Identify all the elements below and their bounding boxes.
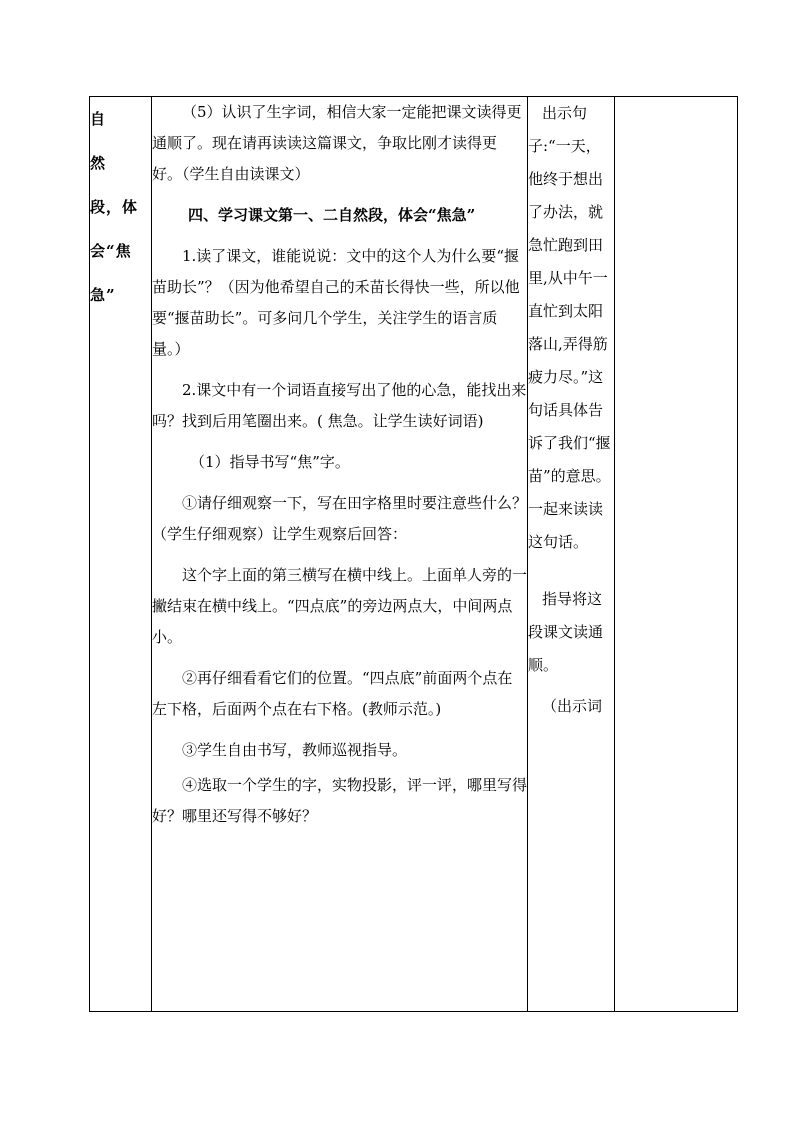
step-four-paragraph: ④选取一个学生的字，实物投影，评一评，哪里写得好？哪里还写得不够好？	[152, 776, 528, 825]
paragraph-read-text: （5）认识了生字词，相信大家一定能把课文读得更通顺了。现在请再读读这篇课文，争取比刚才读得更好。（学生自由读课文）	[152, 103, 522, 183]
note-show-sentence: 出示句子:“一天，他终于想出了办法，就急忙跑到田里,从中午一直忙到太阳落山,弄得筋疲力尽。”这句话具体告诉了我们“揠苗”的意思。一起来读读这句话。	[528, 104, 611, 551]
section-four-title: 四、学习课文第一、二自然段，体会“焦急”	[188, 206, 476, 224]
step-one-paragraph: ①请仔细观察一下，写在田字格里时要注意些什么？（学生仔细观察）让学生观察后回答：	[152, 494, 528, 543]
writing-guide-title: （1）指导书写“焦”字。	[190, 453, 350, 471]
step-two-paragraph: ②再仔细看看它们的位置。“四点底”前面两个点在左下格，后面两个点在右下格。(教师示范。)	[152, 669, 513, 718]
teaching-process-cell	[152, 97, 528, 1012]
lesson-plan-table	[89, 96, 738, 1012]
note-show-words: （出示词	[542, 697, 603, 715]
question-one-paragraph: 1.读了课文，谁能说说：文中的这个人为什么要“揠苗助长”？（因为他希望自己的禾苗长得快一些，所以他要“揠苗助长”。可多问几个学生，关注学生的语言质量。）	[152, 247, 520, 358]
step-three-paragraph: ③学生自由书写，教师巡视指导。	[182, 741, 408, 759]
section-heading-line-2: 段，体会“焦急”	[90, 198, 139, 304]
design-notes-cell	[528, 97, 615, 1012]
section-heading-line-1: 自 然	[90, 110, 124, 172]
empty-remarks-cell	[615, 97, 738, 1012]
question-two-paragraph: 2.课文中有一个词语直接写出了他的心急，能找出来吗？找到后用笔圈出来。( 焦急。让学生读好词语)	[152, 381, 527, 430]
note-guide-reading: 指导将这段课文读通顺。	[528, 590, 604, 674]
stroke-explanation-paragraph: 这个字上面的第三横写在横中线上。上面单人旁的一撇结束在横中线上。“四点底”的旁边两点大，中间两点小。	[152, 566, 528, 646]
section-heading-cell	[90, 97, 152, 1012]
table-row	[90, 97, 738, 1012]
